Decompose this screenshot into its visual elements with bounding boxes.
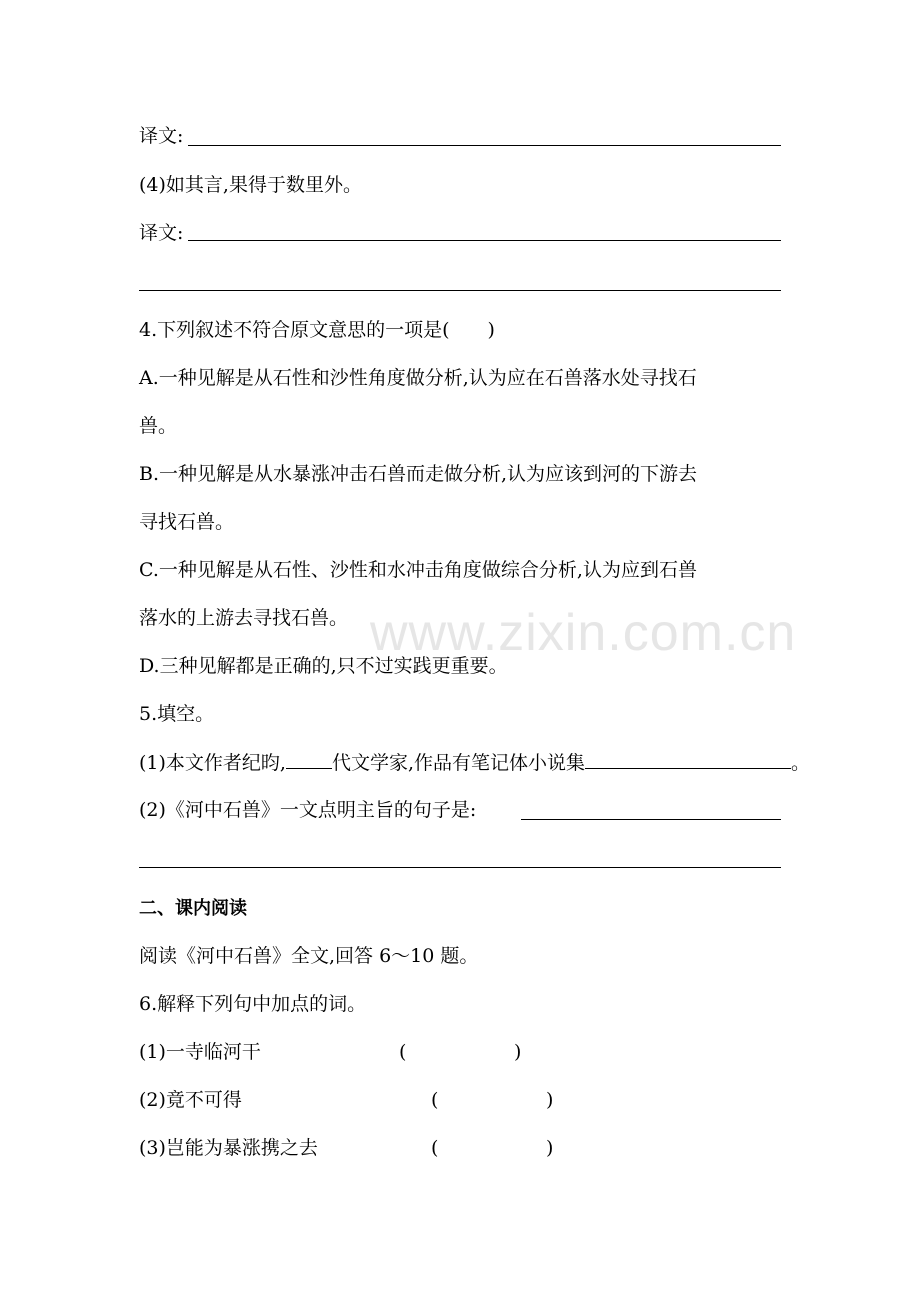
- answer-blank[interactable]: [521, 819, 781, 820]
- q5-part1-text-a: (1)本文作者纪昀,: [139, 752, 286, 774]
- question-5-stem: 5.填空。: [139, 703, 215, 725]
- q5-part1-text-c: 。: [791, 752, 811, 774]
- open-paren: (: [431, 1137, 439, 1159]
- close-paren: ): [546, 1137, 554, 1159]
- option-c-line-1: C.一种见解是从石性、沙性和水冲击角度做综合分析,认为应到石兽: [139, 559, 697, 581]
- answer-blank[interactable]: [139, 867, 781, 868]
- q6-item-3: (3)岂能为暴涨携之去: [139, 1137, 318, 1159]
- section-heading: 二、课内阅读: [139, 898, 247, 919]
- question-5-part-2: (2)《河中石兽》一文点明主旨的句子是:: [139, 799, 477, 821]
- question-3-4: (4)如其言,果得于数里外。: [139, 174, 362, 196]
- dynasty-blank[interactable]: [286, 750, 332, 769]
- section-intro: 阅读《河中石兽》全文,回答 6～10 题。: [139, 945, 479, 967]
- option-a-line-2: 兽。: [139, 415, 178, 437]
- open-paren: (: [431, 1089, 439, 1111]
- option-d: D.三种见解都是正确的,只不过实践更重要。: [139, 655, 508, 677]
- translation-line-2: [139, 221, 183, 245]
- q6-item-2: (2)竟不可得: [139, 1089, 242, 1111]
- option-c-line-2: 落水的上游去寻找石兽。: [139, 607, 349, 629]
- option-b-line-2: 寻找石兽。: [139, 511, 235, 533]
- option-b-line-1: B.一种见解是从水暴涨冲击石兽而走做分析,认为应该到河的下游去: [139, 463, 698, 485]
- watermark: www.zixin.com.cn: [370, 604, 797, 662]
- translation-line-1: [139, 124, 183, 148]
- q5-part1-text-b: 代文学家,作品有笔记体小说集: [331, 752, 586, 774]
- question-4-stem: 4.下列叙述不符合原文意思的一项是( ): [139, 319, 495, 341]
- answer-blank[interactable]: [139, 290, 781, 291]
- answer-blank[interactable]: [188, 240, 781, 241]
- question-6-stem: 6.解释下列句中加点的词。: [139, 993, 367, 1015]
- q6-item-1: (1)一寺临河干: [139, 1041, 261, 1063]
- answer-blank[interactable]: [188, 145, 781, 146]
- question-5-part-1: [139, 750, 810, 775]
- book-title-blank[interactable]: [585, 750, 791, 769]
- option-a-line-1: A.一种见解是从石性和沙性角度做分析,认为应在石兽落水处寻找石: [139, 367, 697, 389]
- close-paren: ): [514, 1041, 522, 1063]
- close-paren: ): [546, 1089, 554, 1111]
- translation-label: 译文:: [139, 125, 184, 147]
- translation-label: 译文:: [139, 222, 184, 244]
- open-paren: (: [399, 1041, 407, 1063]
